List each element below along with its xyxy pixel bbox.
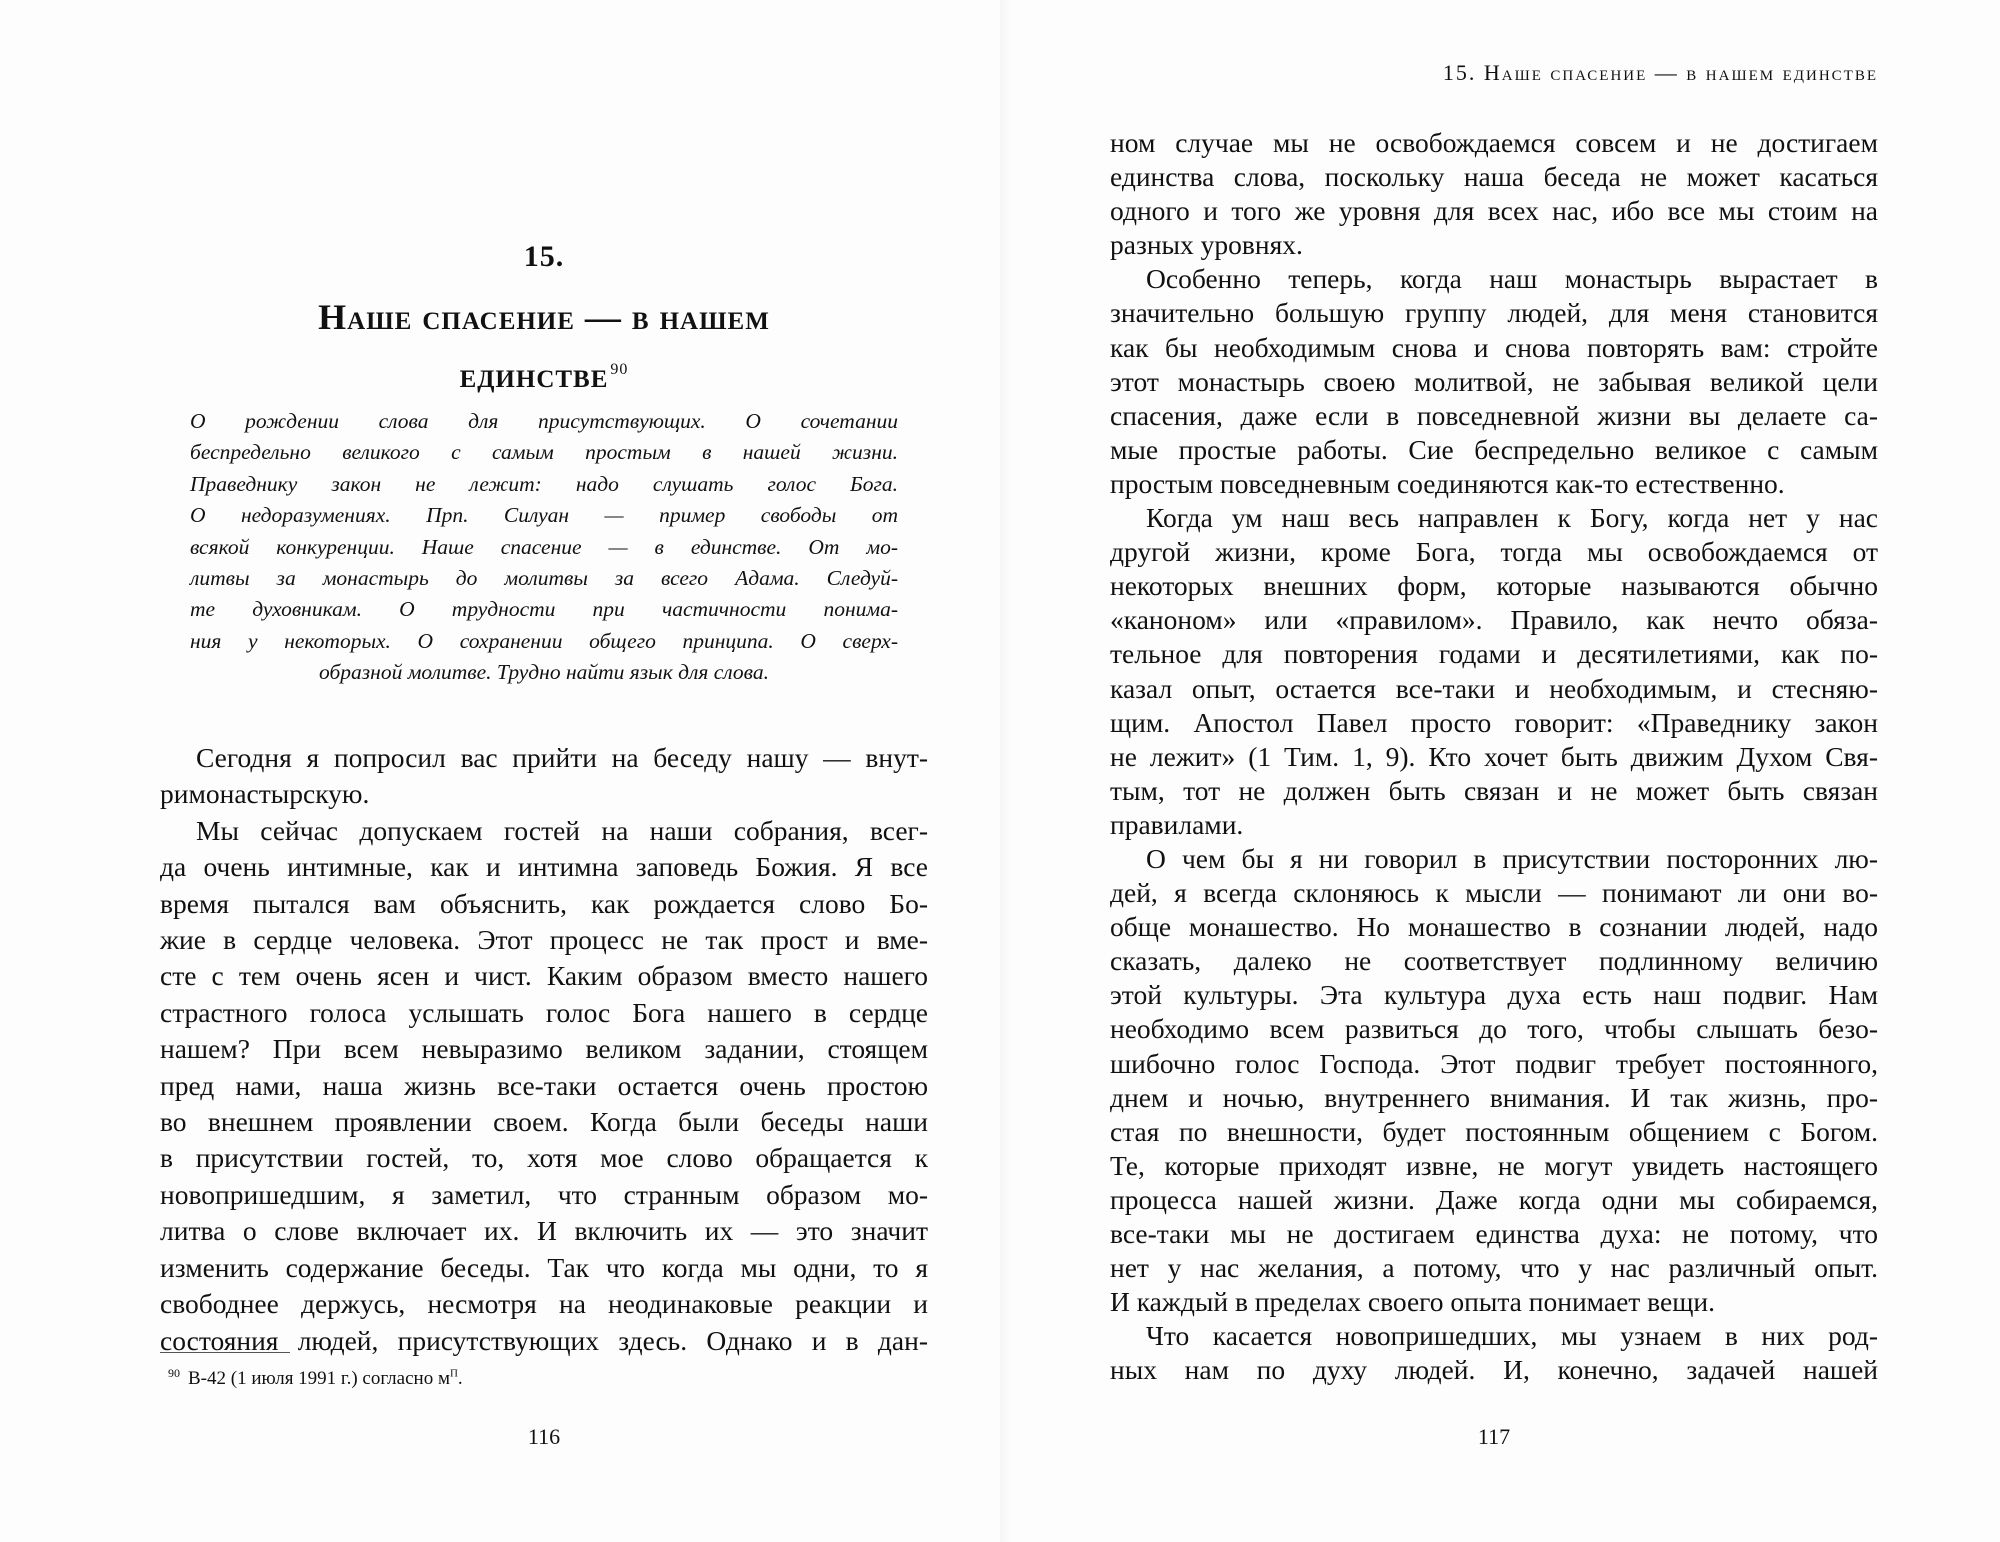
abstract-line: те духовникам. О трудности при частичности понима- — [190, 597, 898, 622]
text-line: ном случае мы не освобождаемся совсем и не достигаем — [1110, 127, 1878, 158]
text-line: время пытался вам объяснить, как рождается слово Бо- — [160, 887, 928, 919]
text-line: О чем бы я ни говорил в присутствии посторонних лю- — [1146, 842, 1878, 874]
text-line: как бы необходимым снова и снова повторять вам: стройте — [1110, 331, 1878, 363]
abstract-line: ния у некоторых. О сохранении общего принципа. О сверх- — [190, 628, 898, 653]
text-line: значительно большую группу людей, для меня становится — [1110, 297, 1878, 329]
footnote — [168, 1366, 463, 1392]
running-head: 15. Наше спасение — в нашем единстве — [1442, 60, 1878, 85]
left-page — [160, 0, 928, 1542]
text-line: другой жизни, кроме Бога, тогда мы освобождаемся от — [1110, 536, 1878, 568]
chapter-title-line-1: Наше спасение — в нашем — [318, 297, 770, 337]
text-line: ных нам по духу людей. И, конечно, задачей нашей — [1110, 1354, 1878, 1386]
page-number-left: 116 — [527, 1424, 561, 1449]
footnote-rule — [160, 1352, 290, 1353]
text-line: новопришедшим, я заметил, что странным образом мо- — [160, 1178, 928, 1210]
text-line: днем и ночью, внутреннего внимания. И так жизнь, про- — [1110, 1081, 1878, 1113]
text-line: Что касается новопришедших, мы узнаем в них род- — [1146, 1320, 1878, 1352]
gutter-shadow — [1000, 0, 1012, 1542]
text-line: некоторых внешних форм, которые называются обычно — [1110, 570, 1878, 602]
text-line: мые простые работы. Сие беспредельно великое с самым — [1110, 433, 1878, 465]
text-line: пред нами, наша жизнь все-таки остается очень простою — [160, 1069, 928, 1101]
abstract-line: О недоразумениях. Прп. Силуан — пример свободы от — [190, 503, 898, 528]
text-line: не лежит» (1 Тим. 1, 9). Кто хочет быть движим Духом Свя- — [1110, 740, 1878, 772]
text-line: литва о слове включает их. И включить их — это значит — [160, 1215, 928, 1247]
text-line: Когда ум наш весь направлен к Богу, когда нет у нас — [1146, 502, 1878, 534]
text-line: тельное для повторения годами и десятилетиями, как по- — [1110, 638, 1878, 670]
text-line: сте с тем очень ясен и чист. Каким образом вместо нашего — [160, 960, 928, 992]
chapter-abstract — [190, 406, 898, 689]
abstract-line: Праведнику закон не лежит: надо слушать голос Бога. — [190, 471, 898, 496]
text-line: обще монашество. Но монашество в сознании людей, надо — [1110, 911, 1878, 943]
text-line: разных уровнях. — [1110, 229, 1303, 261]
text-line: нет у нас желания, а потому, что у нас различный опыт. — [1110, 1252, 1878, 1284]
text-line: страстного голоса услышать голос Бога нашего в сердце — [160, 996, 928, 1028]
text-line: стая по внешности, будет постоянным общением с Богом. — [1110, 1115, 1878, 1147]
text-line: все-таки мы не достигаем единства духа: не потому, что — [1110, 1218, 1878, 1249]
text-line: свободнее держусь, несмотря на неодинаковые реакции и — [160, 1288, 928, 1320]
footnote-period: . — [457, 1368, 463, 1389]
chapter-title-line-2 — [160, 346, 928, 404]
footnote-text: В-42 (1 июля 1991 г.) согласно м — [188, 1368, 450, 1389]
chapter-number: 15. — [523, 240, 565, 273]
text-line: Сегодня я попросил вас прийти на беседу нашу — внут- — [196, 742, 928, 773]
text-line: Особенно теперь, когда наш монастырь вырастает в — [1146, 263, 1878, 295]
chapter-title — [160, 288, 928, 404]
abstract-line: О рождении слова для присутствующих. О сочетании — [190, 409, 898, 433]
text-line: тым, тот не должен быть связан и не может быть связан — [1110, 774, 1878, 806]
text-line: И каждый в пределах своего опыта понимает вещи. — [1110, 1286, 1715, 1318]
text-line: Те, которые приходят извне, не могут увидеть настоящего — [1110, 1149, 1878, 1181]
text-line: Мы сейчас допускаем гостей на наши собрания, всег- — [196, 814, 928, 846]
left-body-text — [160, 740, 928, 1359]
text-line: состояния людей, присутствующих здесь. Однако и в дан- — [160, 1324, 928, 1356]
text-line: единства слова, поскольку наша беседа не может касаться — [1110, 161, 1878, 193]
text-line: простым повседневным соединяются как-то естественно. — [1110, 467, 1785, 499]
text-line: одного и того же уровня для всех нас, ибо все мы стоим на — [1110, 195, 1878, 227]
text-line: да очень интимные, как и интимна заповедь Божия. Я все — [160, 851, 928, 883]
abstract-line: беспредельно великого с самым простым в нашей жизни. — [190, 440, 898, 465]
abstract-line: всякой конкуренции. Наше спасение — в единстве. От мо- — [190, 534, 898, 559]
text-line: шибочно голос Господа. Этот подвиг требует постоянного, — [1110, 1047, 1878, 1079]
text-line: щим. Апостол Павел просто говорит: «Праведнику закон — [1110, 706, 1878, 738]
text-line: сказать, далеко не соответствует подлинному величию — [1110, 945, 1878, 977]
text-line: римонастырскую. — [160, 778, 370, 810]
chapter-title-line-2-text: единстве — [459, 355, 609, 395]
text-line: процесса нашей жизни. Даже когда одни мы собираемся, — [1110, 1183, 1878, 1215]
text-line: казал опыт, остается все-таки и необходимым, и стесняю- — [1110, 672, 1878, 704]
abstract-line: образной молитве. Трудно найти язык для слова. — [318, 660, 769, 685]
footnote-number: 90 — [168, 1365, 180, 1380]
text-line: изменить содержание беседы. Так что когда мы одни, то я — [160, 1251, 928, 1283]
text-line: в присутствии гостей, то, хотя мое слово обращается к — [160, 1142, 928, 1174]
text-line: необходимо всем развиться до того, чтобы слышать безо- — [1110, 1013, 1878, 1045]
text-line: «каноном» или «правилом». Правило, как нечто обяза- — [1110, 604, 1878, 636]
right-body-text — [1110, 126, 1878, 1387]
text-line: во внешнем проявлении своем. Когда были беседы наши — [160, 1106, 928, 1138]
text-line: дей, я всегда склоняюсь к мысли — понимают ли они во- — [1110, 877, 1878, 909]
text-line: спасения, даже если в повседневной жизни вы делаете са- — [1110, 399, 1878, 431]
text-line: этот монастырь своею молитвой, не забывая великой цели — [1110, 365, 1878, 397]
footnote-superscript: П — [449, 1367, 458, 1380]
abstract-line: литвы за монастырь до молитвы за всего Адама. Следуй- — [190, 566, 898, 591]
text-line: нашем? При всем невыразимо великом задании, стоящем — [160, 1033, 928, 1065]
text-line: правилами. — [1110, 808, 1244, 840]
right-page — [1110, 0, 1878, 1542]
footnote-reference-mark[interactable]: 90 — [610, 361, 629, 378]
text-line: этой культуры. Эта культура духа есть наш подвиг. Нам — [1110, 979, 1878, 1011]
page-number-right: 117 — [1477, 1424, 1511, 1449]
text-line: жие в сердце человека. Этот процесс не так прост и вме- — [160, 924, 928, 956]
